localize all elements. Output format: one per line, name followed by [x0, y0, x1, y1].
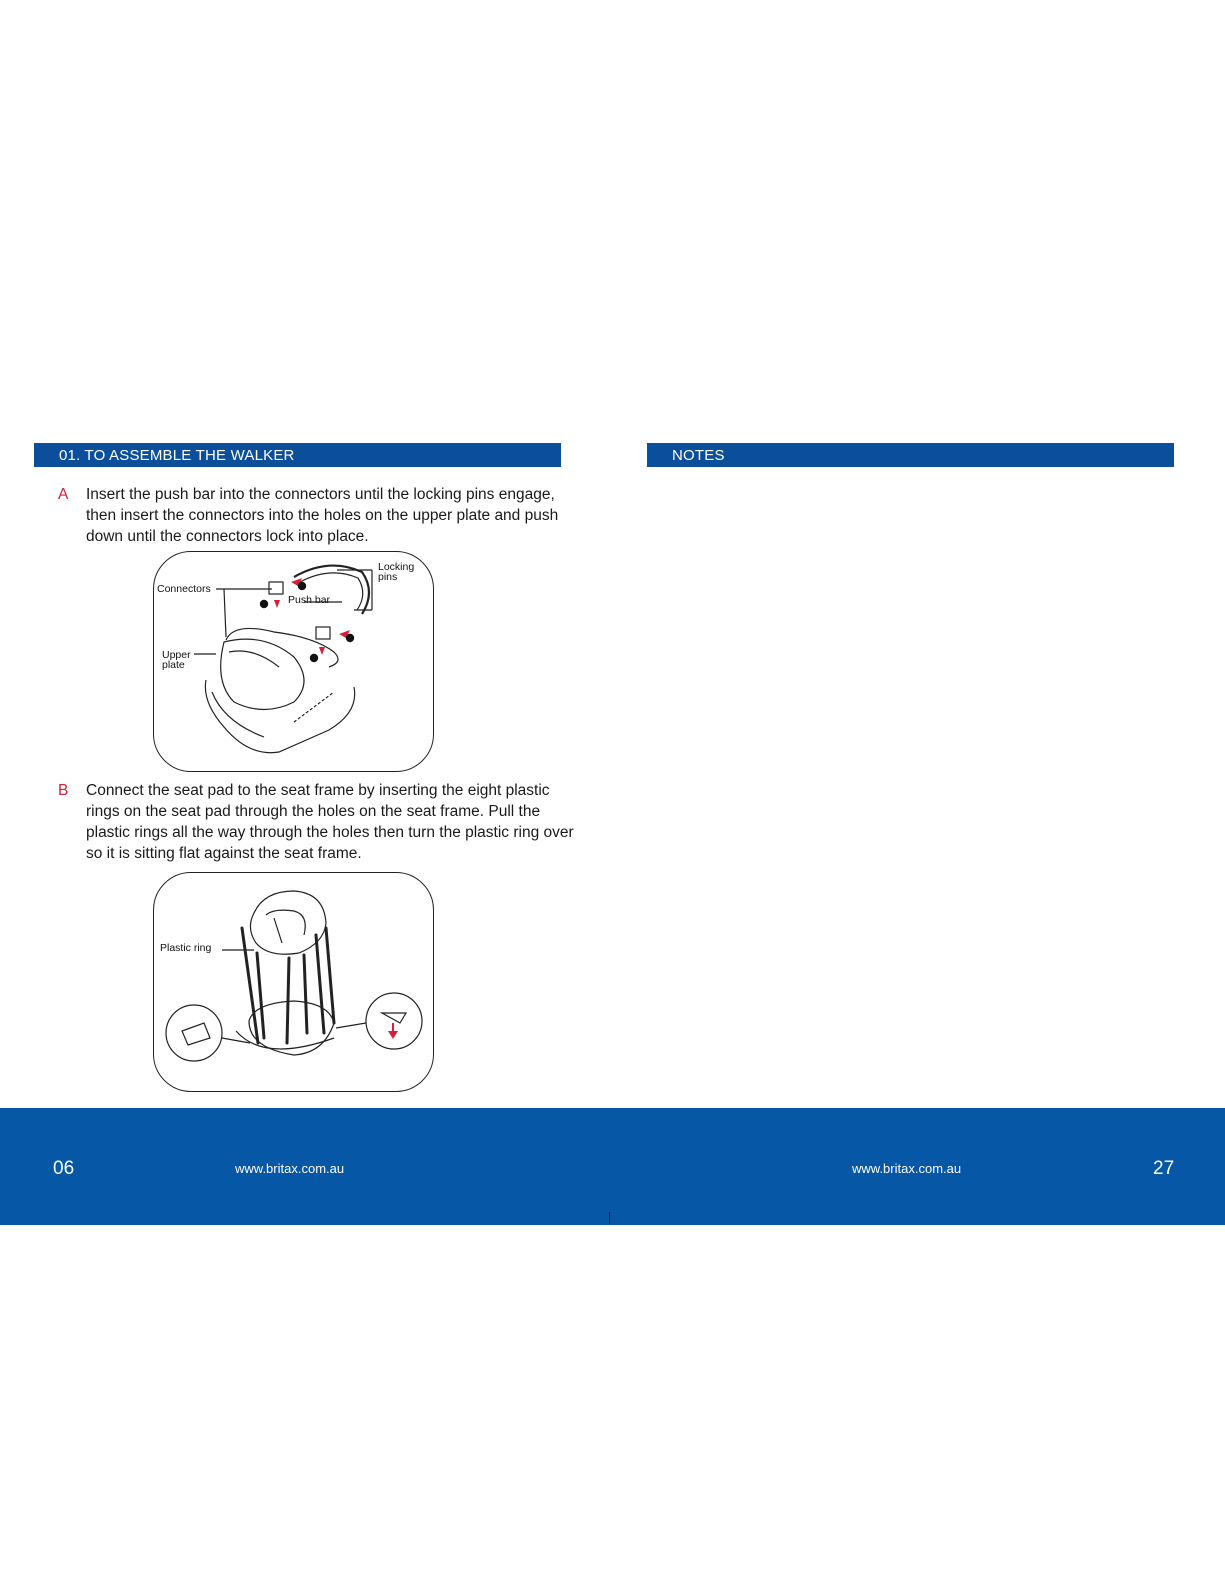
- footer-band: [0, 1108, 1225, 1225]
- step-a-letter: A: [58, 486, 69, 503]
- walker-seat-pad-illustration: [154, 873, 434, 1092]
- label-pins: pins: [378, 571, 398, 583]
- section-header-assemble: 01. TO ASSEMBLE THE WALKER: [34, 443, 561, 467]
- page-number-right: 27: [1153, 1158, 1175, 1179]
- label-plastic-ring: Plastic ring: [160, 942, 212, 954]
- label-upper: Upper: [162, 649, 191, 661]
- label-plate: plate: [162, 659, 185, 671]
- step-b-letter: B: [58, 782, 69, 799]
- label-locking: Locking: [378, 561, 415, 573]
- step-a-text: Insert the push bar into the connectors until the locking pins engage, then insert the connectors into the holes on the upper plate and push down until the connectors lock into place.: [86, 486, 559, 545]
- figure-push-bar-assembly: [153, 551, 434, 772]
- figure-seat-pad-assembly: [153, 872, 434, 1092]
- step-b-text: Connect the seat pad to the seat frame by inserting the eight plastic rings on the seat pad through the holes on the seat frame. Pull the plastic rings all the way through the holes then turn the plastic ring over so it is sitting flat against the seat frame.: [86, 782, 574, 862]
- page-number-left: 06: [53, 1158, 75, 1179]
- url-left: www.britax.com.au: [235, 1161, 345, 1176]
- step-a: [58, 484, 578, 547]
- page-spine-mark: [609, 1212, 610, 1224]
- label-connectors: Connectors: [157, 583, 211, 595]
- step-b: [58, 780, 578, 864]
- section-header-notes: NOTES: [647, 443, 1174, 467]
- label-push-bar: Push bar: [288, 594, 331, 606]
- url-right: www.britax.com.au: [852, 1161, 962, 1176]
